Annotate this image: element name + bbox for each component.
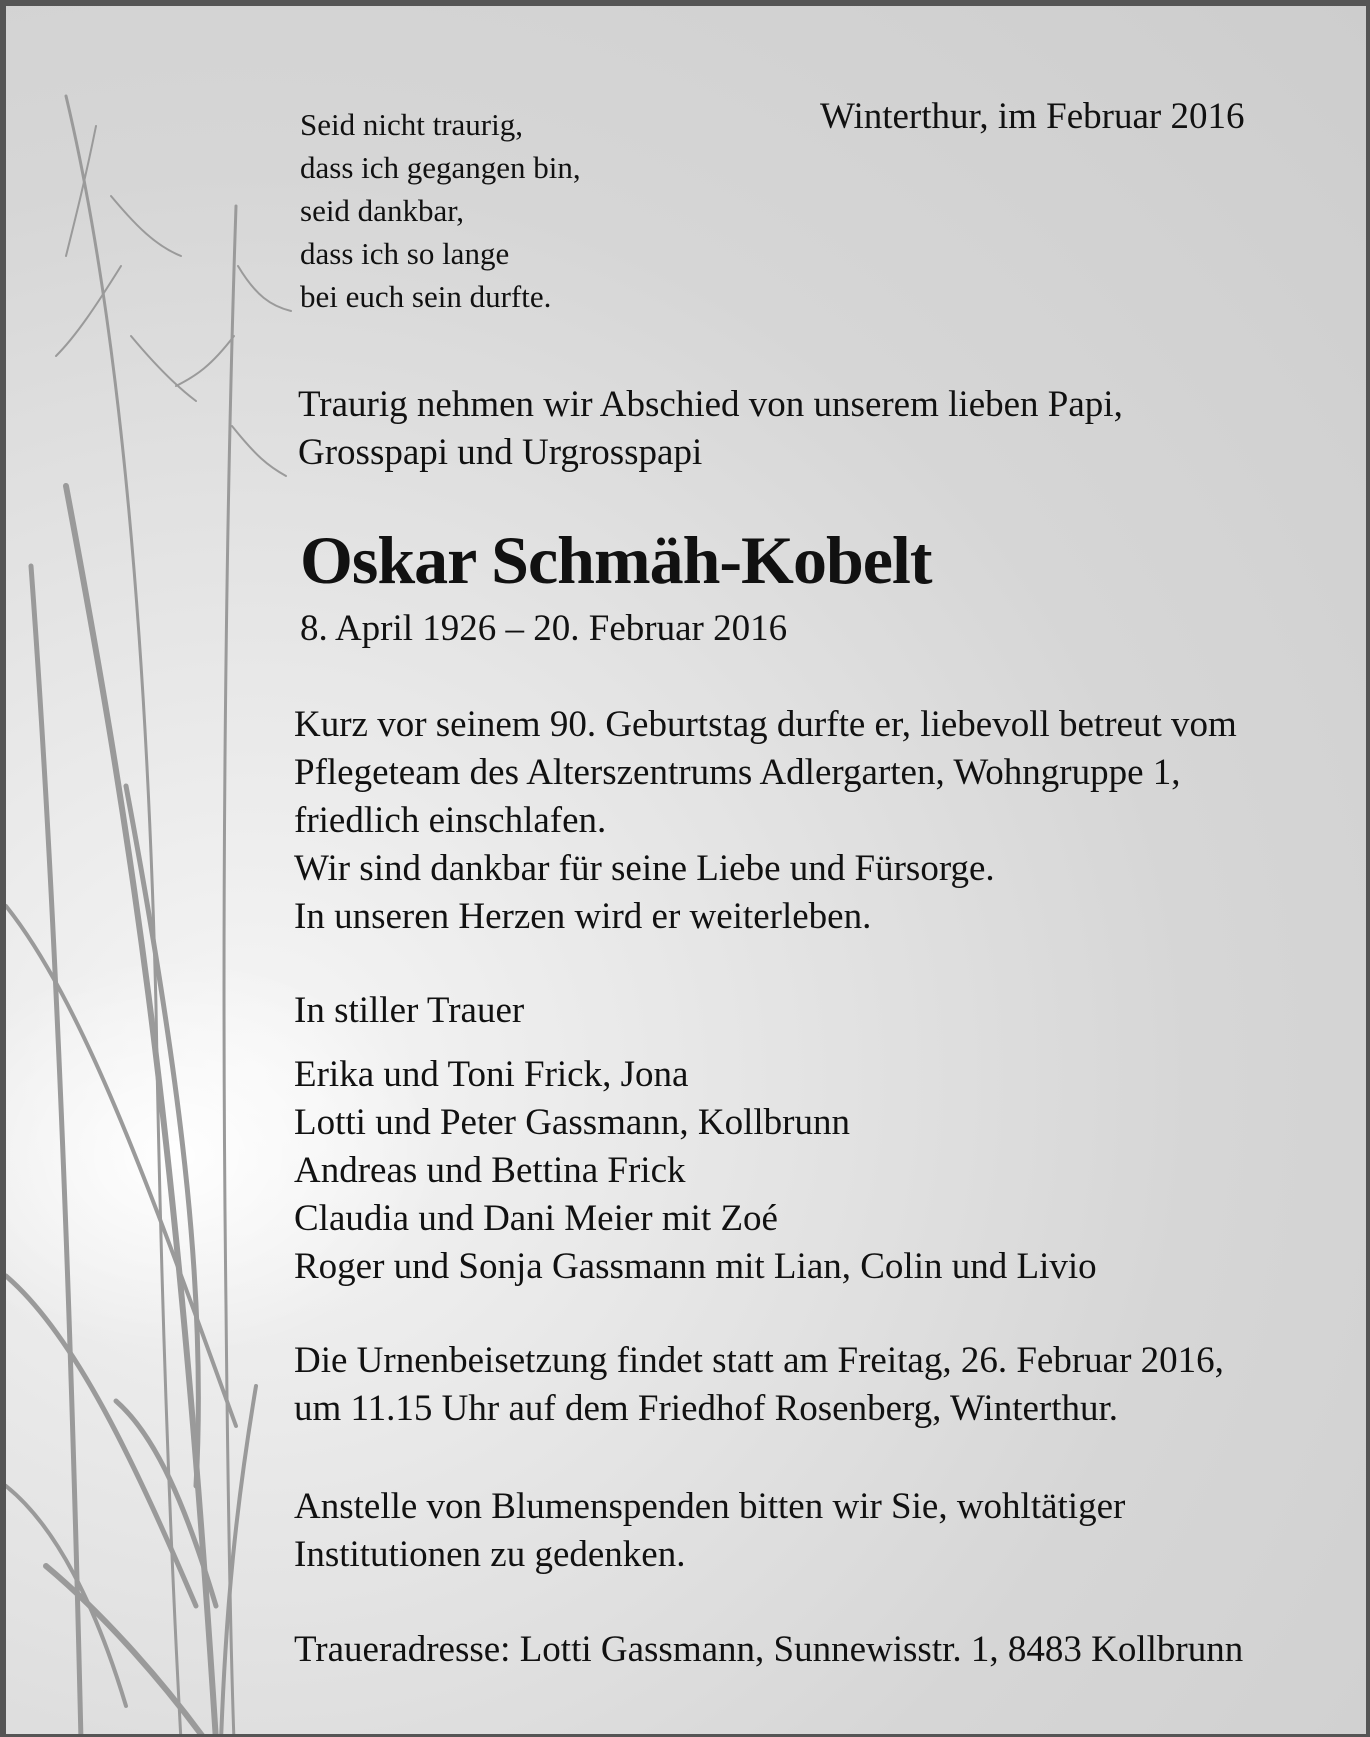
message-line: friedlich einschlafen. xyxy=(294,800,607,841)
place-date: Winterthur, im Februar 2016 xyxy=(820,96,1245,137)
funeral-info xyxy=(294,1337,1224,1433)
poem-line: dass ich so lange xyxy=(300,236,510,271)
donation-request xyxy=(294,1483,1125,1579)
intro-text xyxy=(298,381,1123,477)
family-entry: Claudia und Dani Meier mit Zoé xyxy=(294,1198,778,1239)
poem-line: Seid nicht traurig, xyxy=(300,107,523,142)
intro-line: Traurig nehmen wir Abschied von unserem lieben Papi, xyxy=(298,384,1123,425)
family-entry: Lotti und Peter Gassmann, Kollbrunn xyxy=(294,1102,850,1143)
poem-line: seid dankbar, xyxy=(300,193,465,228)
message-line: Pflegeteam des Alterszentrums Adlergarten, Wohngruppe 1, xyxy=(294,752,1181,793)
message-line: Kurz vor seinem 90. Geburtstag durfte er, liebevoll betreut vom xyxy=(294,704,1237,745)
poem-line: bei euch sein durfte. xyxy=(300,279,552,314)
family-entry: Andreas und Bettina Frick xyxy=(294,1150,686,1191)
poem-line: dass ich gegangen bin, xyxy=(300,150,581,185)
message-line: Wir sind dankbar für seine Liebe und Fürsorge. xyxy=(294,848,995,889)
donation-line: Institutionen zu gedenken. xyxy=(294,1534,686,1575)
poem xyxy=(300,103,581,318)
life-dates: 8. April 1926 – 20. Februar 2016 xyxy=(300,608,788,649)
message-line: In unseren Herzen wird er weiterleben. xyxy=(294,896,872,937)
message xyxy=(294,701,1237,941)
mourning-address: Traueradresse: Lotti Gassmann, Sunnewisstr. 1, 8483 Kollbrunn xyxy=(294,1629,1244,1670)
mourning-heading: In stiller Trauer xyxy=(294,990,525,1031)
intro-line: Grosspapi und Urgrosspapi xyxy=(298,432,703,473)
family-list xyxy=(294,1051,1097,1291)
deceased-name: Oskar Schmäh-Kobelt xyxy=(300,522,932,598)
family-entry: Roger und Sonja Gassmann mit Lian, Colin und Livio xyxy=(294,1246,1097,1287)
donation-line: Anstelle von Blumenspenden bitten wir Sie, wohltätiger xyxy=(294,1486,1126,1527)
family-entry: Erika und Toni Frick, Jona xyxy=(294,1054,689,1095)
funeral-line: um 11.15 Uhr auf dem Friedhof Rosenberg, Winterthur. xyxy=(294,1388,1119,1429)
funeral-line: Die Urnenbeisetzung findet statt am Freitag, 26. Februar 2016, xyxy=(294,1340,1224,1381)
